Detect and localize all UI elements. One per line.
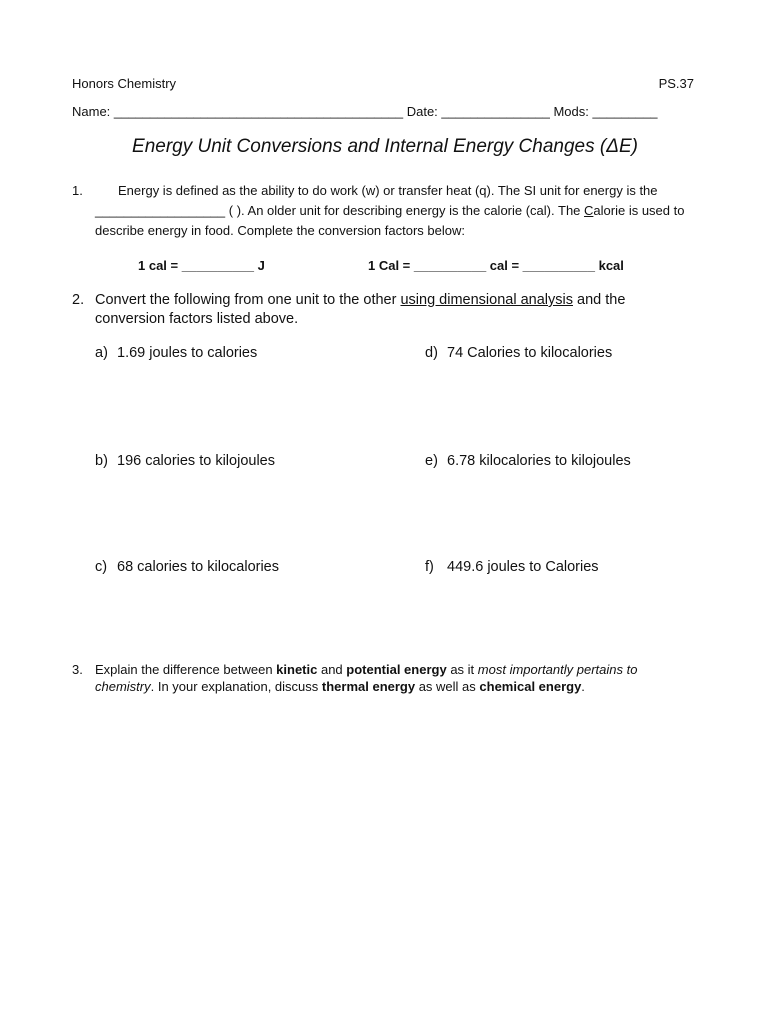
problem-label: c): [95, 559, 108, 575]
question-2-text-part: Convert the following from one unit to the other: [95, 292, 401, 308]
course-name: Honors Chemistry: [72, 76, 177, 91]
conversion-factor-cal-to-j: 1 cal = __________ J: [138, 258, 265, 273]
q3-text: Explain the difference between: [95, 662, 277, 677]
question-2-text: [95, 291, 695, 329]
q3-bold: kinetic: [276, 662, 318, 677]
problem-text: 449.6 joules to Calories: [447, 559, 599, 575]
problem-f: [425, 559, 599, 575]
worksheet-title: Energy Unit Conversions and Internal Energy Changes (ΔE): [132, 136, 638, 157]
q3-italic: most importantly pertains to chemistry: [95, 662, 638, 694]
q3-text: and: [317, 662, 347, 677]
problem-label: f): [425, 559, 434, 575]
problem-d: [425, 345, 612, 361]
conversion-factor-cal-to-kcal: 1 Cal = __________ cal = __________ kcal: [368, 258, 624, 273]
underlined-c: C: [584, 203, 594, 218]
q3-text: as well as: [415, 679, 480, 694]
q3-bold: potential energy: [346, 662, 447, 677]
dimensional-analysis-underlined: using dimensional analysis: [400, 292, 573, 308]
question-3-text: [95, 661, 695, 695]
problem-label: a): [95, 345, 108, 361]
problem-text: 74 Calories to kilocalories: [447, 345, 613, 361]
q3-bold: thermal energy: [321, 679, 416, 694]
q3-bold: chemical energy: [479, 679, 582, 694]
worksheet-code: PS.37: [658, 76, 694, 91]
problem-a: [95, 345, 257, 361]
problem-text: 1.69 joules to calories: [117, 345, 258, 361]
question-2-text-part: and the conversion factors listed above.: [95, 292, 626, 327]
question-3-number: 3.: [72, 662, 83, 677]
problem-text: 196 calories to kilojoules: [117, 453, 275, 469]
q3-text: .: [581, 679, 585, 694]
question-1-text-part: alorie is used to describe energy in food. Complete the conversion factors below:: [95, 203, 685, 238]
question-1-number: 1.: [72, 183, 83, 198]
problem-label: d): [425, 345, 438, 361]
name-date-mods-line: Name: ________________________________________ Date: _______________ Mods: _________: [72, 104, 658, 119]
problem-e: [425, 453, 631, 469]
q3-text: as it: [446, 662, 478, 677]
problem-text: 6.78 kilocalories to kilojoules: [447, 453, 631, 469]
problem-b: [95, 453, 275, 469]
question-2-number: 2.: [72, 292, 85, 308]
question-1: [72, 181, 705, 241]
question-1-text: [95, 181, 705, 241]
problem-label: b): [95, 453, 108, 469]
problem-text: 68 calories to kilocalories: [117, 559, 279, 575]
q3-text: . In your explanation, discuss: [150, 679, 322, 694]
problem-c: [95, 559, 279, 575]
question-1-text-part: Energy is defined as the ability to do work (w) or transfer heat (q). The SI unit for energy is the __________________ ( ). An older unit for describing energy is the calorie (cal). The: [95, 183, 658, 218]
problem-label: e): [425, 453, 438, 469]
